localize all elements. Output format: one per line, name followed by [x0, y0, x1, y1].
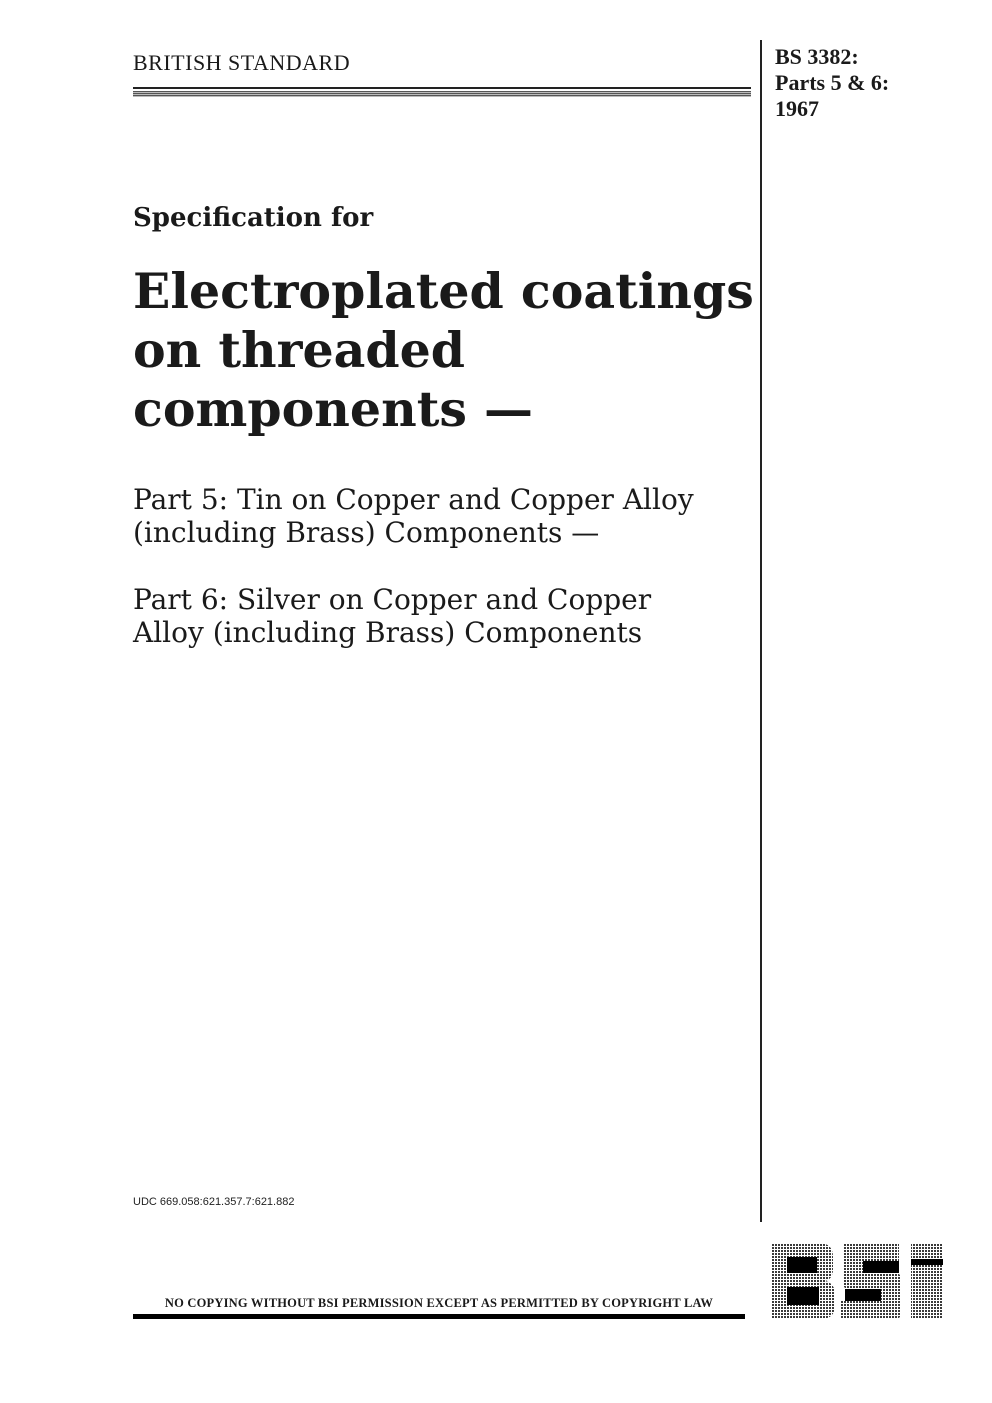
- title-prefix: Specification for: [133, 203, 374, 233]
- standard-number: BS 3382:: [775, 44, 859, 69]
- part-6-line-2: Alloy (including Brass) Components: [133, 616, 643, 649]
- bsi-logo: [769, 1241, 946, 1321]
- footer-rule: [133, 1314, 745, 1319]
- bsi-logo-letter-b: [771, 1243, 835, 1319]
- standard-number-block: [775, 44, 975, 122]
- part-6-title: [133, 583, 753, 649]
- vertical-divider: [760, 40, 762, 1222]
- bsi-logo-letter-s: [841, 1243, 901, 1319]
- main-title-line-2: on threaded: [133, 321, 466, 379]
- part-5-line-2: (including Brass) Components —: [133, 516, 600, 549]
- standard-parts: Parts 5 & 6:: [775, 70, 890, 95]
- copyright-notice: NO COPYING WITHOUT BSI PERMISSION EXCEPT AS PERMITTED BY COPYRIGHT LAW: [164, 1296, 714, 1310]
- part-5-line-1: Part 5: Tin on Copper and Copper Alloy: [133, 483, 694, 516]
- header-rule: [133, 87, 751, 89]
- udc-classification: UDC 669.058:621.357.7:621.882: [133, 1196, 295, 1208]
- header-rule-hatched: [133, 91, 751, 97]
- main-title-line-1: Electroplated coatings: [133, 262, 754, 320]
- standard-year: 1967: [775, 96, 819, 121]
- main-title: [133, 262, 753, 439]
- bsi-logo-letter-i: [911, 1243, 943, 1319]
- standard-type-label: BRITISH STANDARD: [133, 50, 351, 75]
- part-6-line-1: Part 6: Silver on Copper and Copper: [133, 583, 652, 616]
- main-title-line-3: components —: [133, 380, 534, 438]
- part-5-title: [133, 483, 753, 549]
